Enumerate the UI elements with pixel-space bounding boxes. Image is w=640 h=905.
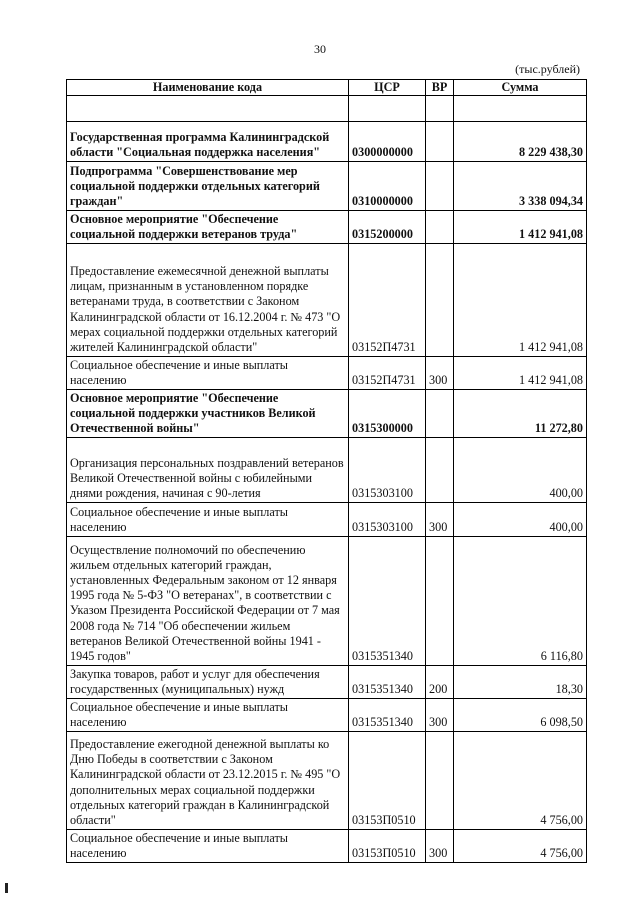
row-csr: 0315351340 bbox=[349, 537, 426, 666]
row-csr bbox=[349, 96, 426, 122]
row-sum: 6 098,50 bbox=[454, 699, 587, 732]
header-name: Наименование кода bbox=[67, 80, 349, 96]
row-sum: 8 229 438,30 bbox=[454, 122, 587, 162]
row-vr: 300 bbox=[426, 699, 454, 732]
row-csr: 03153П0510 bbox=[349, 732, 426, 830]
row-sum: 3 338 094,34 bbox=[454, 162, 587, 211]
row-vr bbox=[426, 732, 454, 830]
row-csr: 03153П0510 bbox=[349, 830, 426, 863]
row-csr: 0315351340 bbox=[349, 699, 426, 732]
row-csr: 0315303100 bbox=[349, 438, 426, 503]
header-csr: ЦСР bbox=[349, 80, 426, 96]
table-row bbox=[67, 666, 587, 699]
header-vr: ВР bbox=[426, 80, 454, 96]
row-vr bbox=[426, 211, 454, 244]
row-name: Организация персональных поздравлений ветеранов Великой Отечественной войны с юбилейными днями рождения, начиная с 90-летия bbox=[67, 438, 349, 503]
budget-table bbox=[66, 79, 587, 863]
row-csr: 0300000000 bbox=[349, 122, 426, 162]
table-row bbox=[67, 211, 587, 244]
units-note: (тыс.рублей) bbox=[515, 62, 580, 76]
row-sum: 4 756,00 bbox=[454, 830, 587, 863]
row-sum: 6 116,80 bbox=[454, 537, 587, 666]
row-name: Социальное обеспечение и иные выплаты населению bbox=[67, 830, 349, 863]
row-sum: 11 272,80 bbox=[454, 390, 587, 438]
row-name: Предоставление ежемесячной денежной выплаты лицам, признанным в установленном порядке ветеранами труда, в соответствии с Законом Калининградской области от 16.12.2004 г. № 473 "О мерах социальной поддержки отдельных категорий жителей Калининградской области" bbox=[67, 244, 349, 357]
row-vr bbox=[426, 122, 454, 162]
row-name: Подпрограмма "Совершенствование мер социальной поддержки отдельных категорий граждан" bbox=[67, 162, 349, 211]
table-header-row bbox=[67, 80, 587, 96]
row-vr bbox=[426, 244, 454, 357]
row-vr: 300 bbox=[426, 503, 454, 537]
row-name: Государственная программа Калининградской области "Социальная поддержка населения" bbox=[67, 122, 349, 162]
row-name bbox=[67, 96, 349, 122]
row-name: Основное мероприятие "Обеспечение социальной поддержки участников Великой Отечественной войны" bbox=[67, 390, 349, 438]
row-name: Осуществление полномочий по обеспечению жильем отдельных категорий граждан, установленных Федеральным законом от 12 января 1995 года № 5-ФЗ "О ветеранах", в соответствии с Указом Президента Российской Федерации от 7 мая 2008 года № 714 "Об обеспечении жильем ветеранов Великой Отечественной войны 1941 - 1945 годов" bbox=[67, 537, 349, 666]
row-csr: 0315200000 bbox=[349, 211, 426, 244]
row-sum: 1 412 941,08 bbox=[454, 244, 587, 357]
page-number: 30 bbox=[314, 42, 326, 56]
row-vr bbox=[426, 537, 454, 666]
row-name: Социальное обеспечение и иные выплаты населению bbox=[67, 357, 349, 390]
table-row bbox=[67, 96, 587, 122]
row-csr: 03152П4731 bbox=[349, 244, 426, 357]
row-sum: 18,30 bbox=[454, 666, 587, 699]
row-vr bbox=[426, 96, 454, 122]
row-vr: 300 bbox=[426, 830, 454, 863]
row-csr: 0315303100 bbox=[349, 503, 426, 537]
table-row bbox=[67, 438, 587, 503]
row-csr: 03152П4731 bbox=[349, 357, 426, 390]
row-name: Социальное обеспечение и иные выплаты населению bbox=[67, 503, 349, 537]
table-row bbox=[67, 537, 587, 666]
row-csr: 0315300000 bbox=[349, 390, 426, 438]
row-name: Основное мероприятие "Обеспечение социальной поддержки ветеранов труда" bbox=[67, 211, 349, 244]
row-csr: 0310000000 bbox=[349, 162, 426, 211]
table-row bbox=[67, 699, 587, 732]
table-row bbox=[67, 390, 587, 438]
table-row bbox=[67, 162, 587, 211]
table-row bbox=[67, 830, 587, 863]
row-sum: 4 756,00 bbox=[454, 732, 587, 830]
row-vr: 200 bbox=[426, 666, 454, 699]
row-vr bbox=[426, 438, 454, 503]
row-vr bbox=[426, 162, 454, 211]
row-sum: 1 412 941,08 bbox=[454, 357, 587, 390]
scan-mark bbox=[5, 883, 8, 893]
row-sum: 1 412 941,08 bbox=[454, 211, 587, 244]
row-vr bbox=[426, 390, 454, 438]
row-name: Закупка товаров, работ и услуг для обеспечения государственных (муниципальных) нужд bbox=[67, 666, 349, 699]
row-name: Социальное обеспечение и иные выплаты населению bbox=[67, 699, 349, 732]
table-row bbox=[67, 122, 587, 162]
header-sum: Сумма bbox=[454, 80, 587, 96]
table-row bbox=[67, 732, 587, 830]
row-sum bbox=[454, 96, 587, 122]
row-name: Предоставление ежегодной денежной выплаты ко Дню Победы в соответствии с Законом Калининградской области от 23.12.2015 г. № 495 "О дополнительных мерах социальной поддержки отдельных категорий граждан в Калининградской области" bbox=[67, 732, 349, 830]
row-sum: 400,00 bbox=[454, 503, 587, 537]
table-row bbox=[67, 503, 587, 537]
row-sum: 400,00 bbox=[454, 438, 587, 503]
row-csr: 0315351340 bbox=[349, 666, 426, 699]
table-row bbox=[67, 244, 587, 357]
row-vr: 300 bbox=[426, 357, 454, 390]
table-row bbox=[67, 357, 587, 390]
